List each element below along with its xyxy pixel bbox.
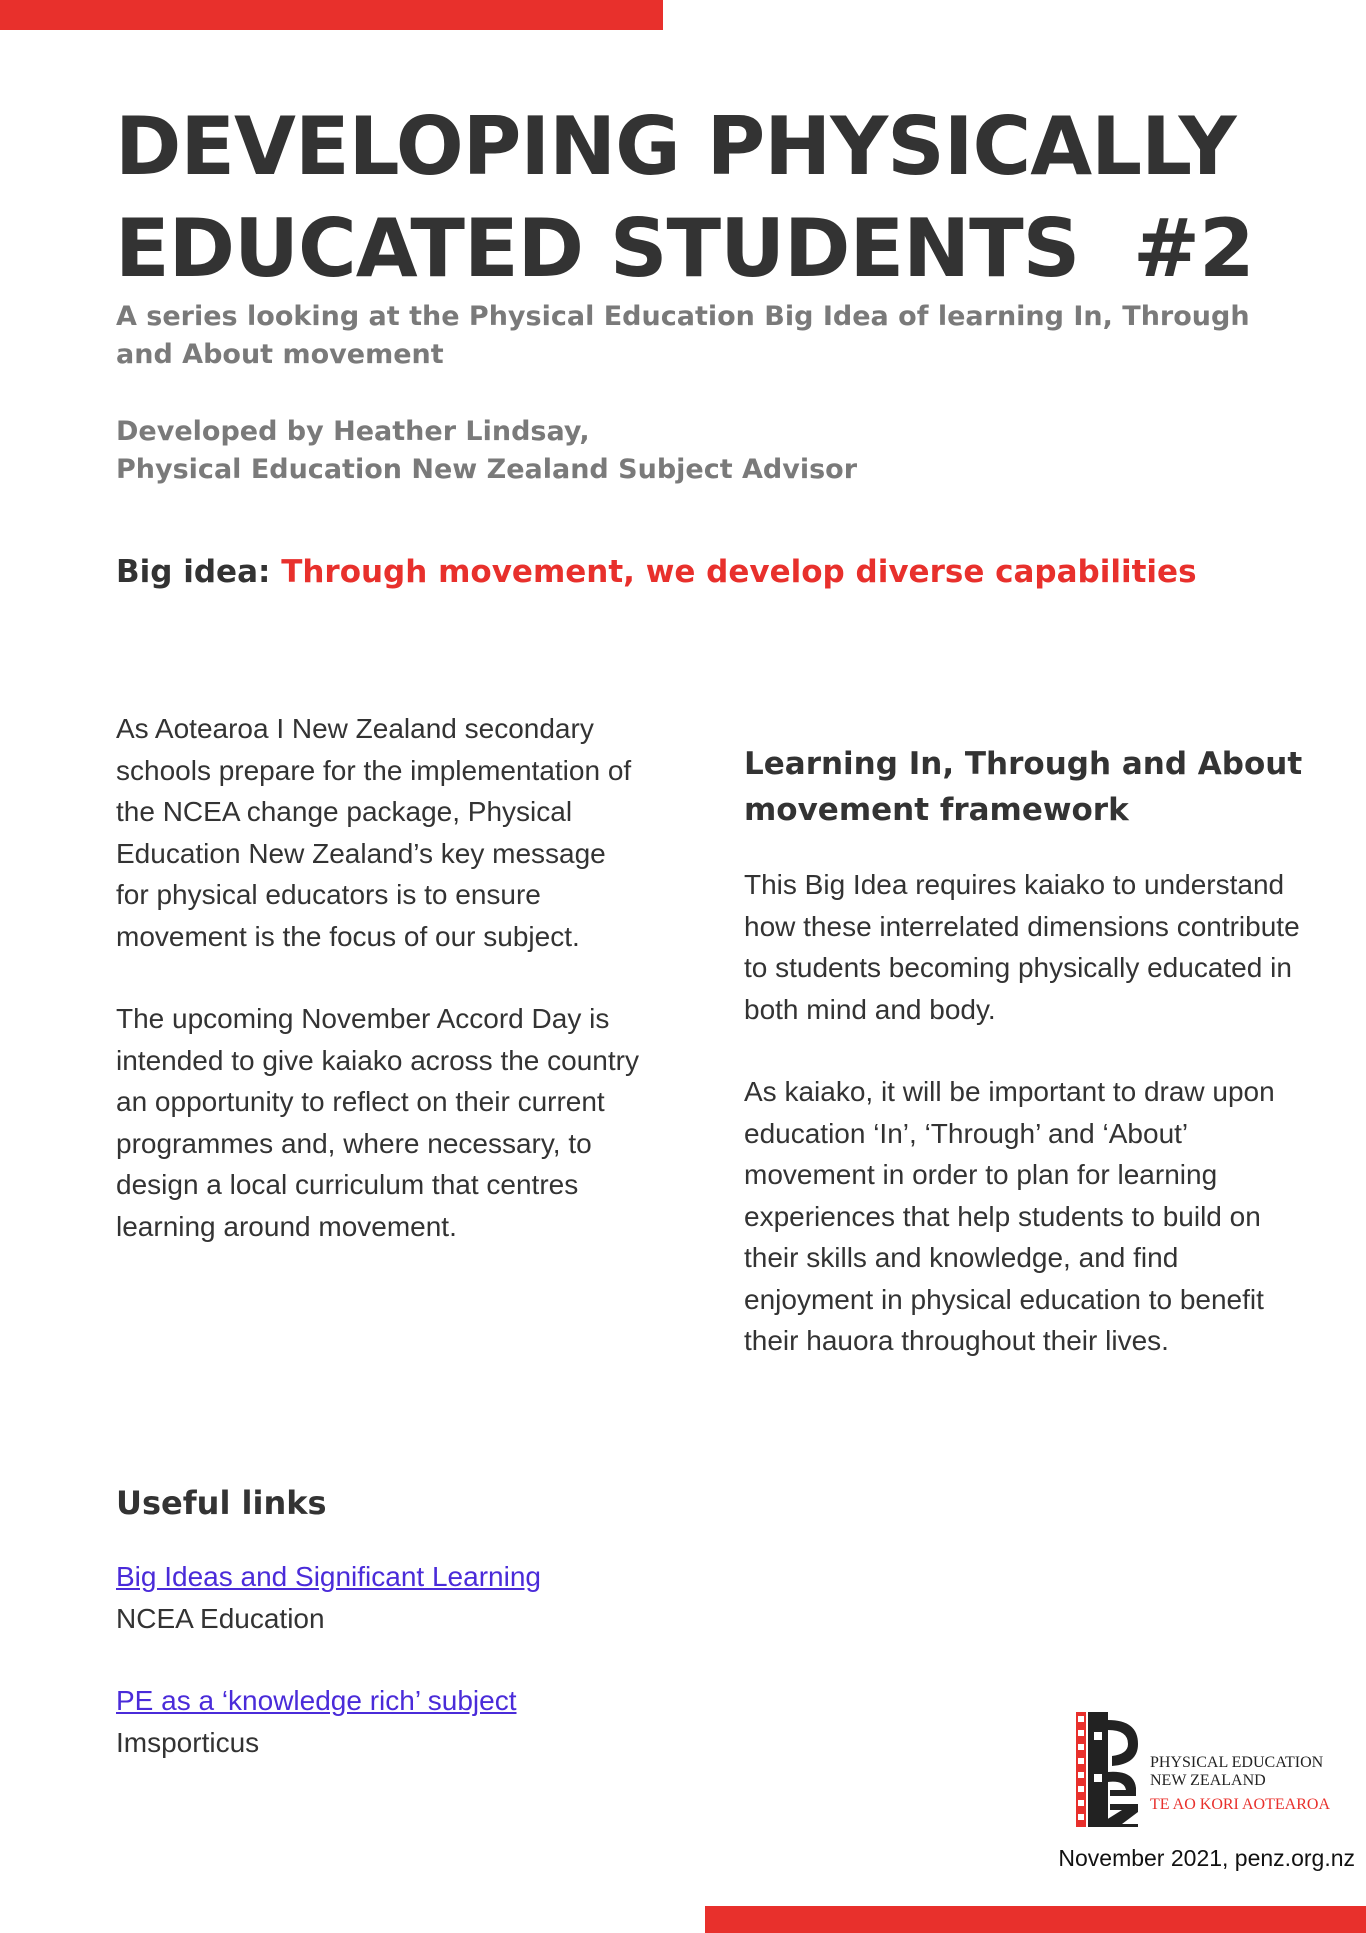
useful-link-2 (116, 1680, 716, 1763)
page-title-line-2: EDUCATED STUDENTS #2 (115, 202, 1254, 295)
link-source-1: NCEA Education (116, 1602, 325, 1634)
left-paragraph-2: The upcoming November Accord Day is intended to give kaiako across the country an opportunity to reflect on their current programmes and, where necessary, to design a local curriculum that centres learning around movement. (116, 1003, 639, 1242)
logo-line-3: TE AO KORI AOTEAROA (1150, 1796, 1330, 1813)
big-idea-value: Through movement, we develop diverse capabilities (281, 554, 1197, 590)
framework-heading: Learning In, Through and About movement framework (744, 746, 1303, 828)
top-accent-bar (0, 0, 663, 30)
logo-wordmark (1150, 1754, 1330, 1814)
left-column (116, 708, 646, 1288)
logo-line-1: PHYSICAL EDUCATION (1150, 1754, 1324, 1771)
useful-link-1 (116, 1556, 716, 1639)
author-line-2: Physical Education New Zealand Subject Advisor (116, 454, 858, 485)
link-big-ideas[interactable]: Big Ideas and Significant Learning (116, 1561, 541, 1592)
useful-links-heading: Useful links (116, 1484, 327, 1522)
left-paragraph-1: As Aotearoa I New Zealand secondary schools prepare for the implementation of the NCEA change package, Physical Education New Zealand’s key message for physical educators is to ensure movement is the focus of our subject. (116, 713, 632, 952)
logo-line-2: NEW ZEALAND (1150, 1772, 1266, 1789)
big-idea-label: Big idea: (116, 554, 282, 590)
footer-date-site: November 2021, penz.org.nz (1058, 1845, 1355, 1871)
author-credit (116, 413, 1266, 489)
right-column (744, 864, 1314, 1403)
bottom-accent-bar (705, 1906, 1366, 1933)
page-title (115, 96, 1265, 300)
link-knowledge-rich[interactable]: PE as a ‘knowledge rich’ subject (116, 1685, 517, 1716)
page-subtitle: A series looking at the Physical Education Big Idea of learning In, Through and About movement (116, 301, 1250, 370)
big-idea (116, 550, 1316, 594)
author-line-1: Developed by Heather Lindsay, (116, 416, 590, 447)
page-title-line-1: DEVELOPING PHYSICALLY (115, 100, 1236, 193)
right-paragraph-2: As kaiako, it will be important to draw upon education ‘In’, ‘Through’ and ‘About’ movement in order to plan for learning experiences that help students to build on their skills and knowledge, and find enjoyment in physical education to benefit their hauora throughout their lives. (744, 1076, 1275, 1356)
link-source-2: Imsporticus (116, 1726, 260, 1758)
right-paragraph-1: This Big Idea requires kaiako to understand how these interrelated dimensions contribute to students becoming physically educated in both mind and body. (744, 869, 1300, 1025)
